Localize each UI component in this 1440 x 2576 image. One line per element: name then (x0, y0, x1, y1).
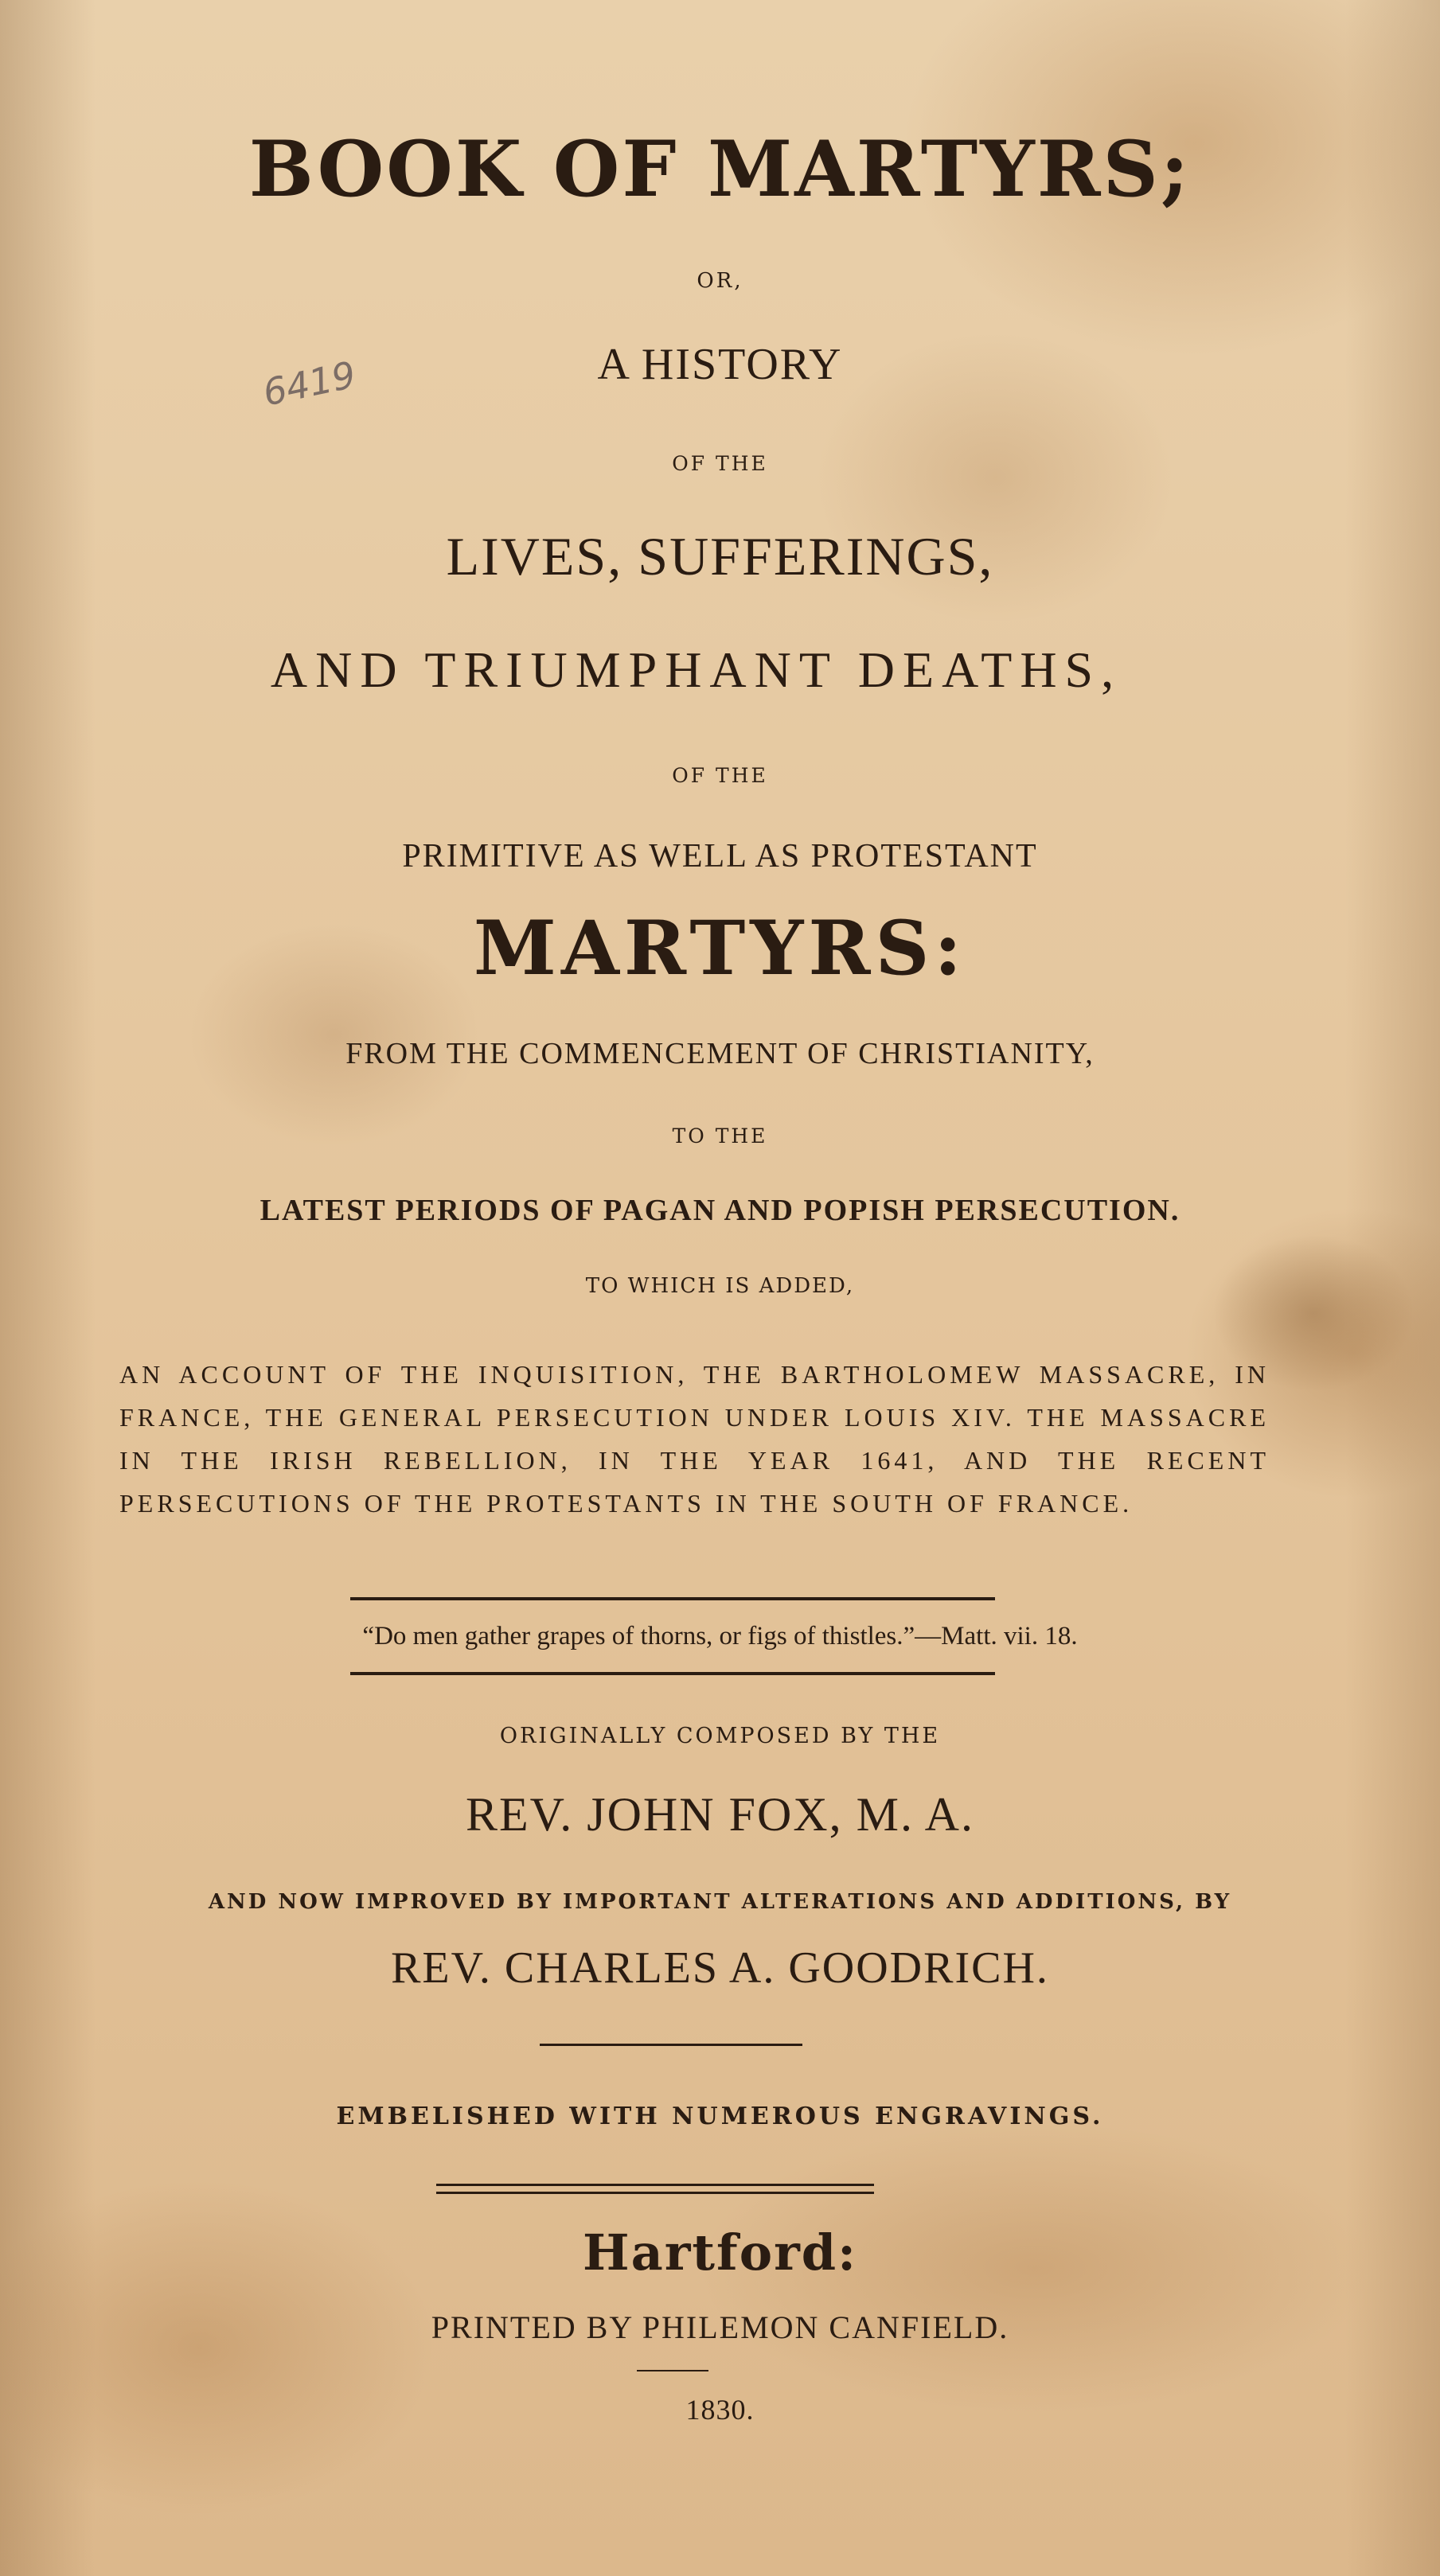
short-rule (540, 2044, 802, 2046)
primitive-line: PRIMITIVE AS WELL AS PROTESTANT (402, 838, 1038, 875)
commencement-line: FROM THE COMMENCEMENT OF CHRISTIANITY, (345, 1037, 1095, 1070)
of-the-line-2: OF THE (672, 764, 768, 787)
printer-line: PRINTED BY PHILEMON CANFIELD. (431, 2309, 1009, 2345)
originally-composed-line: ORIGINALLY COMPOSED BY THE (499, 1724, 941, 1748)
latest-periods-line: LATEST PERIODS OF PAGAN AND POPISH PERSECUTION. (260, 1194, 1180, 1227)
to-the-line: TO THE (672, 1124, 768, 1148)
rule-below-quote (350, 1672, 995, 1675)
double-rule-top (436, 2184, 874, 2186)
rule-above-quote (350, 1597, 995, 1600)
account-paragraph: AN ACCOUNT OF THE INQUISITION, THE BARTHOLOMEW MASSACRE, IN FRANCE, THE GENERAL PERSECUTION UNDER LOUIS XIV. THE MASSACRE IN THE IRISH REBELLION, IN THE YEAR 1641, AND THE RECENT PERSECUTIONS OF THE PROTESTANTS IN THE SOUTH OF FRANCE. (119, 1360, 1270, 1518)
martyrs-heading: MARTYRS: (473, 905, 967, 992)
improved-by-line: AND NOW IMPROVED BY IMPORTANT ALTERATIONS AND ADDITIONS, BY (208, 1890, 1232, 1914)
of-the-line: OF THE (672, 452, 768, 475)
author-name: REV. JOHN FOX, M. A. (465, 1788, 974, 1841)
double-rule-bottom (436, 2192, 874, 2194)
editor-name: REV. CHARLES A. GOODRICH. (391, 1943, 1049, 1993)
or-line: OR, (697, 269, 743, 293)
lives-sufferings-line: LIVES, SUFFERINGS, (446, 526, 994, 587)
place-of-publication: Hartford: (583, 2223, 857, 2282)
a-history-line: A HISTORY (597, 340, 843, 389)
embellished-line: EMBELISHED WITH NUMEROUS ENGRAVINGS. (336, 2102, 1104, 2130)
triumphant-deaths-line: AND TRIUMPHANT DEATHS, (270, 641, 1122, 698)
to-which-is-added-line: TO WHICH IS ADDED, (585, 1274, 855, 1298)
year-rule (637, 2370, 708, 2371)
epigraph-quote: “Do men gather grapes of thorns, or figs of thistles.”—Matt. vii. 18. (362, 1622, 1078, 1650)
handwritten-number: 6419 (259, 353, 360, 415)
page-title: BOOK OF MARTYRS; (248, 124, 1192, 214)
publication-year: 1830. (685, 2394, 755, 2426)
